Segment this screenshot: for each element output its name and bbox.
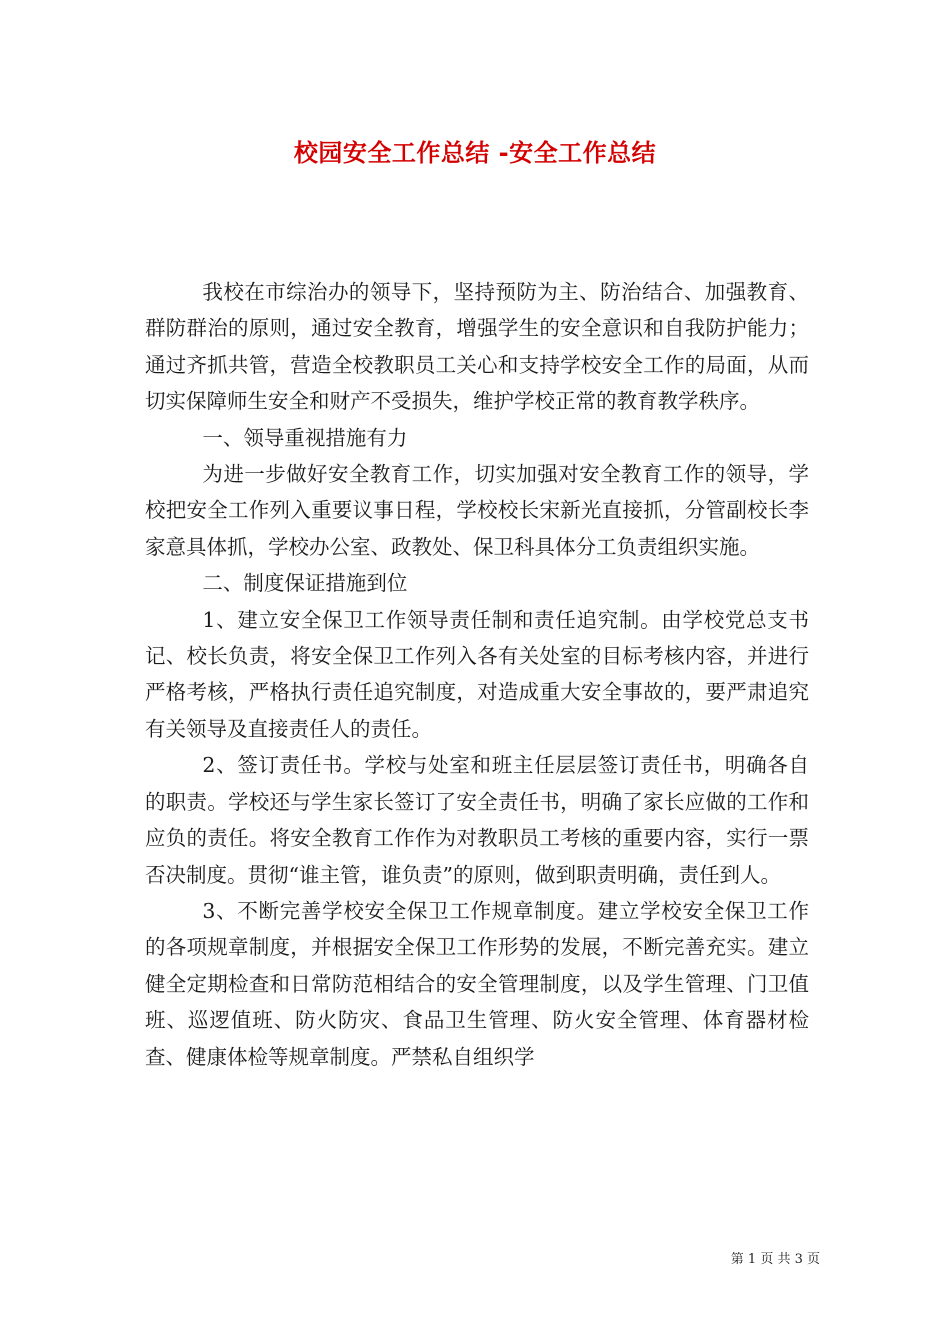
paragraph-item-3: 3、不断完善学校安全保卫工作规章制度。建立学校安全保卫工作的各项规章制度，并根据安全保卫工作形势的发展，不断完善充实。建立健全定期检查和日常防范相结合的安全管理制度，以及学生管理、门卫值班、巡逻值班、防火防灾、食品卫生管理、防火安全管理、体育器材检查、健康体检等规章制度。严禁私自组织学 bbox=[145, 898, 809, 1069]
section-heading-1: 一、领导重视措施有力 bbox=[202, 425, 408, 450]
document-body bbox=[145, 274, 809, 1075]
paragraph-leadership: 为进一步做好安全教育工作，切实加强对安全教育工作的领导，学校把安全工作列入重要议事日程，学校校长宋新光直接抓，分管副校长李家意具体抓，学校办公室、政教处、保卫科具体分工负责组织实施。 bbox=[145, 462, 809, 559]
page-number-footer: 第 1 页 共 3 页 bbox=[730, 1252, 820, 1267]
document-title: 校园安全工作总结 -安全工作总结 bbox=[293, 139, 657, 167]
paragraph-intro: 我校在市综治办的领导下，坚持预防为主、防治结合、加强教育、群防群治的原则，通过安全教育，增强学生的安全意识和自我防护能力；通过齐抓共管，营造全校教职员工关心和支持学校安全工作的局面，从而切实保障师生安全和财产不受损失，维护学校正常的教育教学秩序。 bbox=[145, 280, 809, 414]
section-heading-2: 二、制度保证措施到位 bbox=[202, 571, 408, 596]
paragraph-item-1: 1、建立安全保卫工作领导责任制和责任追究制。由学校党总支书记、校长负责，将安全保卫工作列入各有关处室的目标考核内容，并进行严格考核，严格执行责任追究制度，对造成重大安全事故的，要严肃追究有关领导及直接责任人的责任。 bbox=[145, 607, 809, 741]
paragraph-item-2: 2、签订责任书。学校与处室和班主任层层签订责任书，明确各自的职责。学校还与学生家长签订了安全责任书，明确了家长应做的工作和应负的责任。将安全教育工作作为对教职员工考核的重要内容，实行一票否决制度。贯彻“谁主管，谁负责”的原则，做到职责明确，责任到人。 bbox=[145, 753, 809, 887]
